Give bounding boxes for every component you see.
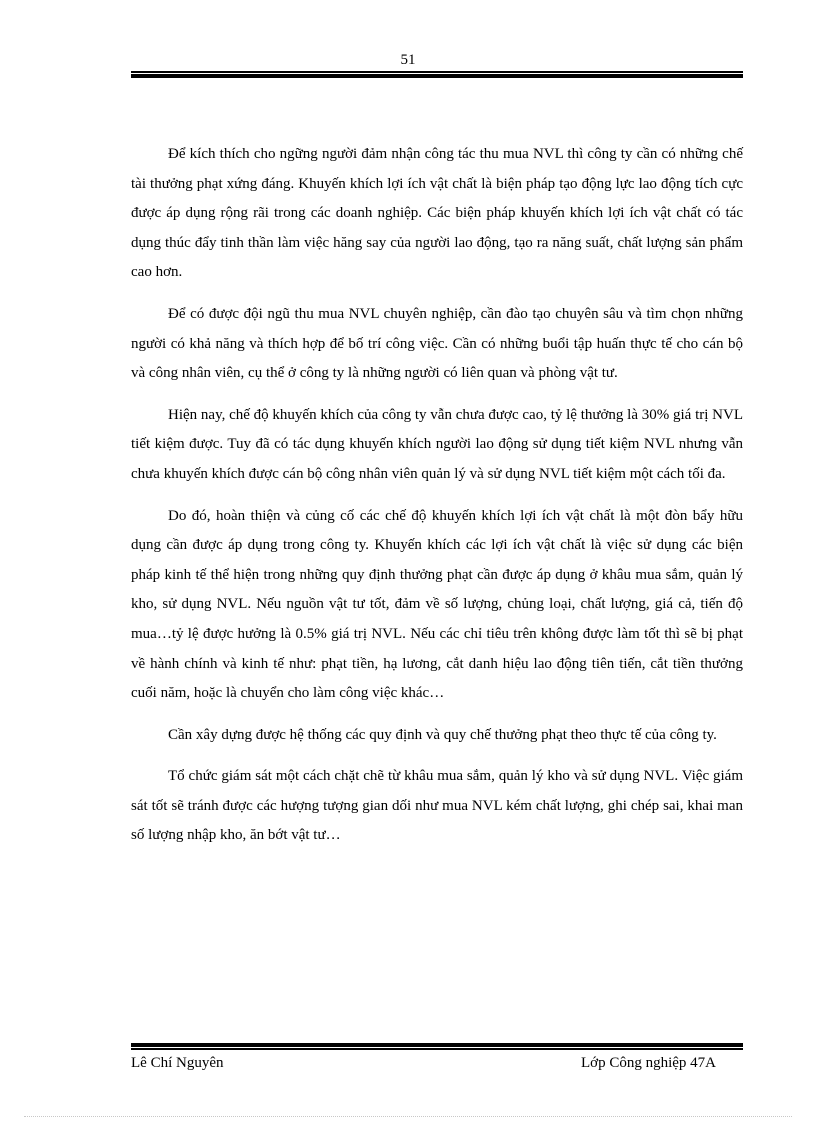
footer-class: Lớp Công nghiệp 47A	[581, 1055, 717, 1071]
paragraph: Để kích thích cho ngững người đảm nhận công tác thu mua NVL thì công ty cần có những chế tài thưởng phạt xứng đáng. Khuyến khích lợi ích vật chất là biện pháp tạo động lực lao động tích cực được áp dụng rộng rãi trong các doanh nghiệp. Các biện pháp khuyến khích lợi ích vật chất có tác dụng thúc đẩy tinh thần làm việc hăng say của người lao động, tạo ra năng suất, chất lượng sản phẩm cao hơn.	[131, 146, 743, 281]
paragraph: Tổ chức giám sát một cách chặt chẽ từ khâu mua sắm, quản lý kho và sử dụng NVL. Việc giám sát tốt sẽ tránh được các hượng tượng gian dối như mua NVL kém chất lượng, ghi chép sai, khai man số lượng nhập kho, ăn bớt vật tư…	[131, 768, 743, 844]
header-rule	[131, 71, 743, 78]
page-edge	[24, 1116, 792, 1117]
paragraph: Do đó, hoàn thiện và củng cố các chế độ khuyến khích lợi ích vật chất là một đòn bẩy hữu dụng cần được áp dụng trong công ty. Khuyến khích các lợi ích vật chất là việc sử dụng các biện pháp kinh tế thể hiện trong những quy định thưởng phạt cần được áp dụng ở khâu mua sắm, quản lý kho, sử dụng NVL. Nếu nguồn vật tư tốt, đảm về số lượng, chủng loại, chất lượng, giá cả, tiến độ mua…tỷ lệ được hưởng là 0.5% giá trị NVL. Nếu các chỉ tiêu trên không được làm tốt thì sẽ bị phạt về hành chính và kinh tế như: phạt tiền, hạ lương, cắt danh hiệu lao động tiên tiến, cắt tiền thưởng cuối năm, hoặc là chuyển cho làm công việc khác…	[131, 507, 743, 702]
paragraph: Hiện nay, chế độ khuyến khích của công ty vẫn chưa được cao, tỷ lệ thưởng là 30% giá trị NVL tiết kiệm được. Tuy đã có tác dụng khuyến khích người lao động sử dụng tiết kiệm NVL nhưng vẫn chưa khuyến khích được cán bộ công nhân viên quản lý và sử dụng NVL tiết kiệm một cách tối đa.	[131, 406, 743, 482]
footer-rule	[131, 1043, 743, 1050]
paragraph: Cần xây dựng được hệ thống các quy định và quy chế thưởng phạt theo thực tế của công ty.	[168, 726, 717, 743]
page-number: 51	[400, 52, 416, 68]
footer-author: Lê Chí Nguyên	[131, 1055, 224, 1071]
document-body	[131, 140, 743, 863]
paragraph: Để có được đội ngũ thu mua NVL chuyên nghiệp, cần đào tạo chuyên sâu và tìm chọn những người có khả năng và thích hợp để bố trí công việc. Cần có những buổi tập huấn thực tế cho cán bộ và công nhân viên, cụ thể ở công ty là những người có liên quan và phòng vật tư.	[131, 305, 743, 382]
